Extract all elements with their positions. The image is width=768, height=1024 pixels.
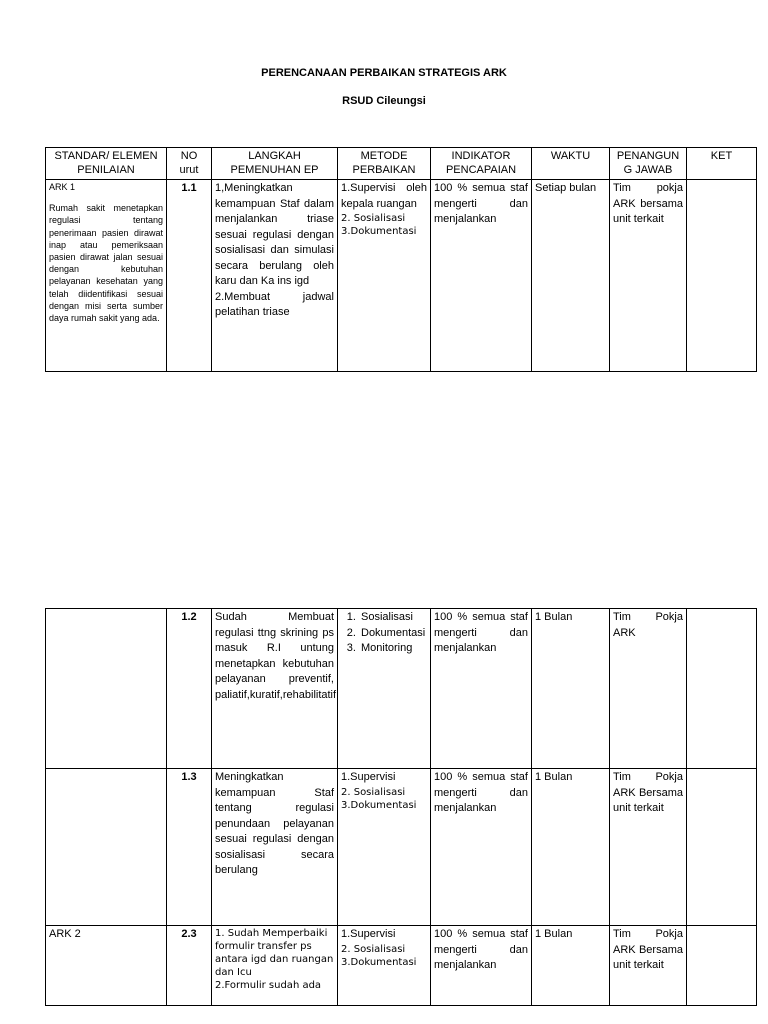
- langkah-cell: [212, 180, 338, 372]
- metode-item: 3.Dokumentasi: [341, 956, 417, 968]
- header-ket: KET: [687, 148, 757, 180]
- header-pj: PENANGUN G JAWAB: [610, 148, 687, 180]
- metode-item: 1.Supervisi oleh kepala ruangan: [341, 182, 427, 210]
- header-langkah: LANGKAH PEMENUHAN EP: [212, 148, 338, 180]
- table-row: [46, 769, 757, 926]
- header-metode: METODE PERBAIKAN: [338, 148, 431, 180]
- metode-item: 3.Dokumentasi: [341, 226, 417, 237]
- pj-cell: Tim Pokja ARK Bersama unit terkait: [610, 769, 687, 926]
- metode-cell: [338, 180, 431, 372]
- ket-cell: [687, 609, 757, 769]
- row-number: 1.1: [167, 180, 212, 372]
- metode-item: 3. Monitoring: [359, 641, 427, 657]
- langkah-cell: [212, 926, 338, 1006]
- ket-cell: [687, 926, 757, 1006]
- table-row: [46, 180, 757, 372]
- metode-cell: [338, 609, 431, 769]
- indikator-cell: 100 % semua staf mengerti dan menjalankan: [431, 180, 532, 372]
- metode-item: 2. Sosialisasi: [341, 943, 406, 955]
- standar-code: ARK 2: [49, 928, 81, 940]
- metode-item: 2. Sosialisasi: [341, 213, 406, 224]
- metode-cell: [338, 926, 431, 1006]
- table-row: [46, 609, 757, 769]
- standar-cell: [46, 180, 167, 372]
- row-number: 2.3: [167, 926, 212, 1006]
- waktu-cell: Setiap bulan: [532, 180, 610, 372]
- pj-cell: Tim Pokja ARK Bersama unit terkait: [610, 926, 687, 1006]
- document-title: PERENCANAAN PERBAIKAN STRATEGIS ARK: [261, 67, 507, 79]
- header-waktu: WAKTU: [532, 148, 610, 180]
- indikator-cell: 100 % semua staf mengerti dan menjalankan: [431, 609, 532, 769]
- table-header-row: [46, 148, 757, 180]
- langkah-item: 1. Sudah Memperbaiki formulir transfer ps antara igd dan ruangan dan Icu: [215, 928, 334, 978]
- langkah-item: 2.Formulir sudah ada: [215, 980, 322, 991]
- langkah-item: 1,Meningkatkan kemampuan Staf dalam menjalankan triase sesuai regulasi dengan sosialisasi dan simulasi secara berulang oleh karu dan Ka ins igd: [215, 182, 334, 287]
- standar-text: Rumah sakit menetapkan regulasi tentang penerimaan pasien dirawat inap atau pemeriksaan pasien dirawat jalan sesuai dengan kebutuhan pelayanan kesehatan yang telah diidentifikasi sesuai dengan misi serta sumber daya rumah sakit yang ada.: [49, 203, 163, 324]
- standar-cell: [46, 769, 167, 926]
- indikator-cell: 100 % semua staf mengerti dan menjalankan: [431, 926, 532, 1006]
- row-number: 1.2: [167, 609, 212, 769]
- pj-cell: Tim pokja ARK bersama unit terkait: [610, 180, 687, 372]
- indikator-cell: 100 % semua staf mengerti dan menjalankan: [431, 769, 532, 926]
- metode-cell: [338, 769, 431, 926]
- header-no: NO urut: [167, 148, 212, 180]
- metode-item: 1.Supervisi: [341, 928, 396, 940]
- header-standar: STANDAR/ ELEMEN PENILAIAN: [46, 148, 167, 180]
- metode-item: 2. Dokumentasi: [359, 626, 427, 642]
- plan-table-bottom: [45, 608, 757, 1006]
- standar-code: ARK 1: [49, 182, 76, 192]
- langkah-cell: Sudah Membuat regulasi ttng skrining ps masuk R.I untung menetapkan kebutuhan pelayanan preventif, paliatif,kuratif,rehabilitatif: [212, 609, 338, 769]
- metode-item: 2. Sosialisasi: [341, 786, 406, 798]
- metode-item: 1. Sosialisasi: [359, 610, 427, 626]
- waktu-cell: 1 Bulan: [532, 609, 610, 769]
- row-number: 1.3: [167, 769, 212, 926]
- waktu-cell: 1 Bulan: [532, 926, 610, 1006]
- standar-cell: [46, 926, 167, 1006]
- ket-cell: [687, 180, 757, 372]
- langkah-cell: Meningkatkan kemampuan Staf tentang regulasi penundaan pelayanan sesuai regulasi dengan sosialisasi secara berulang: [212, 769, 338, 926]
- table-row: [46, 926, 757, 1006]
- plan-table-top: [45, 147, 757, 372]
- waktu-cell: 1 Bulan: [532, 769, 610, 926]
- document-subtitle: RSUD Cileungsi: [342, 95, 426, 107]
- langkah-item: 2.Membuat jadwal pelatihan triase: [215, 290, 334, 318]
- pj-cell: Tim Pokja ARK: [610, 609, 687, 769]
- metode-item: 3.Dokumentasi: [341, 799, 417, 811]
- ket-cell: [687, 769, 757, 926]
- standar-cell: [46, 609, 167, 769]
- metode-item: 1.Supervisi: [341, 771, 396, 783]
- header-indikator: INDIKATOR PENCAPAIAN: [431, 148, 532, 180]
